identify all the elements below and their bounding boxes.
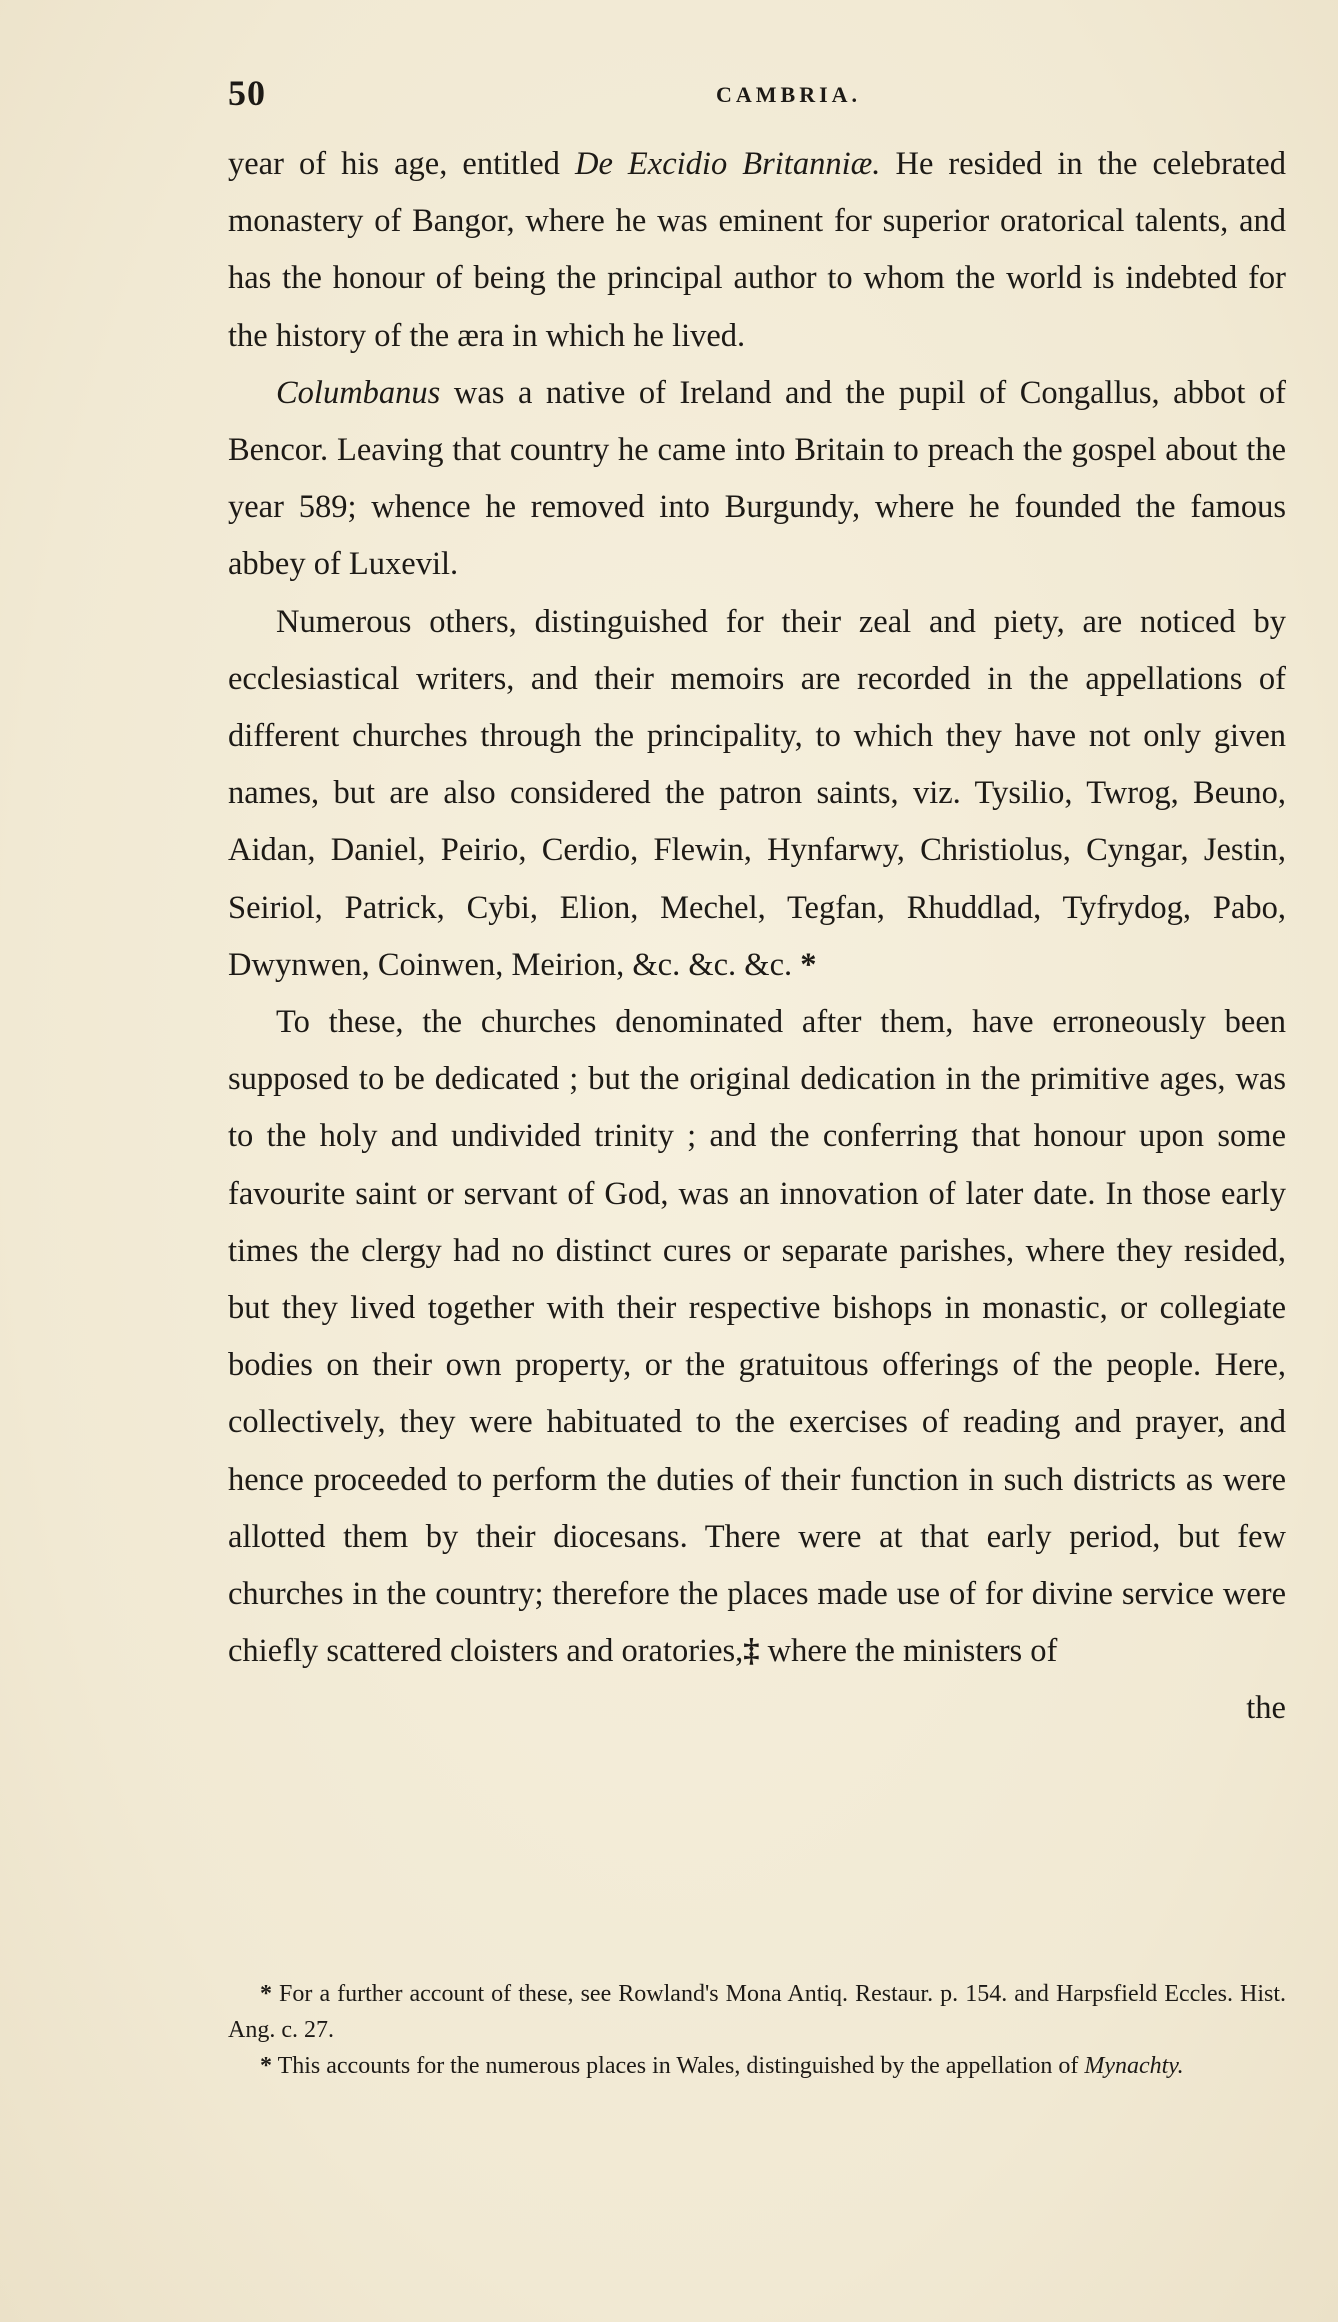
paragraph-1-text-b: He resided in the celebrated monastery of Bangor, where he was eminent for superior oratorical talents, and has the honour of being the principal author to whom the world is indebted for the history of the æra in which he lived.: [228, 146, 1286, 354]
paragraph-4: [228, 994, 1286, 1680]
paragraph-2-text: was a native of Ireland and the pupil of Congallus, abbot of Bencor. Leaving that country he came into Britain to preach the gospel about the year 589; whence he removed into Burgundy, where he founded the famous abbey of Luxevil.: [228, 374, 1286, 583]
footnotes: [228, 1976, 1286, 2084]
person-name-columbanus: Columbanus: [276, 374, 441, 411]
catchword: the: [1246, 1690, 1286, 1727]
book-title: De Excidio Britanniæ.: [574, 146, 881, 182]
footnote-1: [228, 1976, 1286, 2048]
page-number: 50: [228, 73, 266, 113]
paragraph-4-text-a: To these, the churches denominated after them, have erroneously been supposed to be dedicated ; but the original dedication in the primitive ages, was to the holy and undivided trinity ; and the conferring that honour upon some favourite saint or servant of God, was an innovation of later date. In those early times the clergy had no distinct cures or separate parishes, where they resided, but they lived together with their respective bishops in monastic, or collegiate bodies on their own property, or the gratuitous offerings of the people. Here, collectively, they were habituated to the exercises of reading and prayer, and hence proceeded to perform the duties of their function in such districts as were allotted them by their diocesans. There were at that early period, but few churches in the country; therefore the places made use of for divine service were chiefly scattered cloisters and oratories,: [228, 1004, 1286, 1670]
paragraph-4-text-b: where the ministers of: [759, 1633, 1058, 1670]
footnote-marker: *: [800, 946, 817, 983]
body-text: [228, 136, 1286, 1738]
paragraph-1: [228, 136, 1286, 365]
paragraph-3-text: Numerous others, distinguished for their zeal and piety, are noticed by ecclesiastical writers, and their memoirs are recorded in the appellations of different churches through the principality, to which they have not only given names, but are also considered the patron saints, viz. Tysilio, Twrog, Beuno, Aidan, Daniel, Peirio, Cerdio, Flewin, Hynfarwy, Christiolus, Cyngar, Jestin, Seiriol, Patrick, Cybi, Elion, Mechel, Tegfan, Rhuddlad, Tyfrydog, Pabo, Dwynwen, Coinwen, Meirion, &c. &c. &c.: [228, 603, 1286, 983]
footnote-2-text: This accounts for the numerous places in Wales, distinguished by the appellation of: [272, 2053, 1085, 2079]
footnote-2-term: Mynachty.: [1084, 2053, 1184, 2079]
running-head: CAMBRIA.: [716, 82, 862, 107]
footnote-1-text: For a further account of these, see Rowland's Mona Antiq. Restaur. p. 154. and Harpsfield Eccles. Hist. Ang. c. 27.: [228, 1981, 1286, 2043]
paragraph-1-text-a: year of his age, entitled: [228, 146, 575, 182]
footnote-marker: *: [260, 1981, 272, 2007]
page-header: [228, 72, 1288, 116]
footnote-2: [228, 2048, 1286, 2084]
footnote-marker: *: [260, 2053, 272, 2079]
paragraph-3: [228, 594, 1286, 994]
paragraph-2: [228, 365, 1286, 594]
footnote-marker: ‡: [743, 1633, 760, 1670]
